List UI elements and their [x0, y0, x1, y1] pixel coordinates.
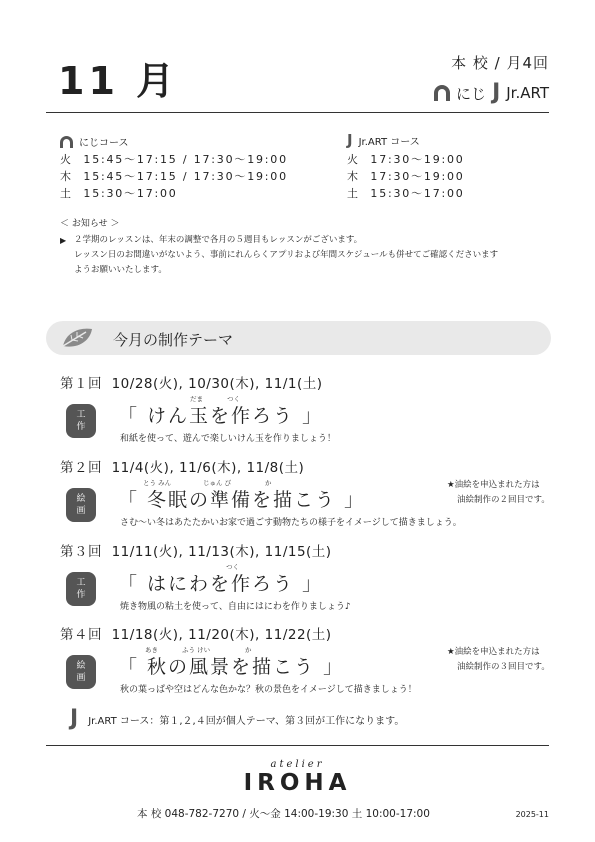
session-description: さむ〜い冬はあたたかいお家で過ごす動物たちの様子をイメージして描きましょう。 — [120, 518, 462, 528]
notice-line: レッスン日のお間違いがないよう、事前にれんらくアプリおよび年間スケジュールも併せてご確認くださいます — [74, 250, 499, 260]
session-dates: 11/11(火), 11/13(木), 11/15(土) — [111, 544, 332, 560]
ruby-text: つく — [226, 563, 239, 571]
session-dates: 11/18(火), 11/20(木), 11/22(土) — [111, 627, 332, 643]
ruby-text: とう みん — [143, 479, 172, 487]
niji-course-title-text: にじコース — [79, 138, 129, 149]
ruby-text: だま — [190, 395, 203, 403]
oil-note — [447, 645, 550, 675]
session-label: 第４回 — [60, 627, 102, 643]
schedule-row: 木 17:30〜19:00 — [347, 170, 465, 183]
session-theme: 「 冬眠の準備を描こう 」 — [118, 489, 366, 511]
session-dates: 10/28(火), 10/30(木), 11/1(土) — [111, 376, 323, 392]
badge-char: 工 — [76, 410, 86, 420]
session-description: 和紙を使って、遊んで楽しいけん玉を作りましょう！ — [120, 434, 336, 444]
schedule-row: 土 15:30〜17:00 — [60, 187, 178, 200]
banner-title: 今月の制作テーマ — [113, 331, 234, 349]
niji-course-title — [60, 134, 129, 149]
jr-course-note — [70, 708, 404, 730]
schedule-row: 火 15:45〜17:15 / 17:30〜19:00 — [60, 153, 288, 166]
ruby-text: ふう けい — [182, 646, 211, 654]
oil-note — [447, 478, 550, 508]
niji-schedule — [60, 151, 288, 202]
session-description: 焼き物風の粘土を使って、自由にはにわを作りましょう♪ — [120, 602, 351, 612]
session-heading — [60, 540, 332, 560]
session-heading — [60, 372, 323, 392]
schedule-row: 土 15:30〜17:00 — [347, 187, 465, 200]
jr-course-note-text: Jr.ART コース：第１,２,４回が個人テーマ、第３回が工作になります。 — [88, 715, 405, 727]
arch-icon — [60, 136, 73, 148]
badge-char: 作 — [76, 422, 86, 432]
badge-char: 作 — [76, 590, 86, 600]
jr-course-title-text: Jr.ART コース — [358, 137, 420, 148]
ruby-text: か — [265, 479, 272, 487]
notice-line: ２学期のレッスンは、年末の調整で各月の５週目もレッスンがございます。 — [74, 235, 363, 245]
oil-note-line: ★油絵を申込まれた方は — [447, 647, 540, 657]
course-jr-label: Jr.ART — [506, 84, 549, 102]
issue-code: 2025-11 — [515, 810, 549, 819]
oil-note-line: 油絵制作の３回目です。 — [457, 662, 550, 672]
logo-iroha: IROHA — [243, 770, 352, 796]
session-label: 第２回 — [60, 460, 102, 476]
schedule-row: 木 15:45〜17:15 / 17:30〜19:00 — [60, 170, 288, 183]
leaf-icon — [60, 326, 94, 350]
session-theme: 「 秋の風景を描こう 」 — [118, 656, 345, 678]
badge-char: 絵 — [76, 661, 86, 671]
session-heading — [60, 456, 304, 476]
painting-badge — [66, 488, 96, 522]
badge-char: 画 — [76, 506, 86, 516]
craft-badge — [66, 572, 96, 606]
jr-schedule — [347, 151, 465, 202]
course-legend — [434, 82, 549, 104]
ruby-text: か — [245, 646, 252, 654]
ruby-text: じゅん び — [203, 479, 232, 487]
craft-badge — [66, 404, 96, 438]
schedule-row: 火 17:30〜19:00 — [347, 153, 465, 166]
session-dates: 11/4(火), 11/6(木), 11/8(土) — [111, 460, 305, 476]
jr-course-title — [347, 133, 420, 148]
oil-note-line: 油絵制作の２回目です。 — [457, 495, 550, 505]
contact-info: 本 校 048-782-7270 / 火〜金 14:00-19:30 土 10:00-17:00 — [137, 808, 430, 820]
session-label: 第１回 — [60, 376, 102, 392]
triangle-bullet-icon: ▶ — [60, 236, 67, 245]
badge-char: 画 — [76, 673, 86, 683]
page-title: 11 月 — [58, 59, 179, 103]
notice-line: ようお願いいたします。 — [74, 265, 167, 275]
badge-char: 工 — [76, 578, 86, 588]
badge-char: 絵 — [76, 494, 86, 504]
notice-body — [60, 233, 498, 278]
painting-badge — [66, 655, 96, 689]
notice-heading: ＜ お知らせ ＞ — [60, 219, 120, 229]
logo-atelier: atelier — [270, 759, 325, 770]
school-info: 本 校 / 月4回 — [451, 54, 549, 72]
session-theme: 「 はにわを作ろう 」 — [118, 573, 324, 595]
j-icon: J — [70, 706, 79, 731]
arch-icon — [434, 85, 450, 101]
session-heading — [60, 623, 332, 643]
oil-note-line: ★油絵を申込まれた方は — [447, 480, 540, 490]
j-icon: J — [347, 131, 353, 149]
divider — [46, 745, 549, 746]
session-description: 秋の葉っぱや空はどんな色かな？秋の景色をイメージして描きましょう！ — [120, 685, 417, 695]
j-icon: J — [492, 80, 501, 105]
course-niji-label: にじ — [456, 84, 487, 103]
session-label: 第３回 — [60, 544, 102, 560]
ruby-text: つく — [227, 395, 240, 403]
session-theme: 「 けん玉を作ろう 」 — [118, 405, 324, 427]
ruby-text: あき — [145, 646, 158, 654]
divider — [46, 112, 549, 113]
